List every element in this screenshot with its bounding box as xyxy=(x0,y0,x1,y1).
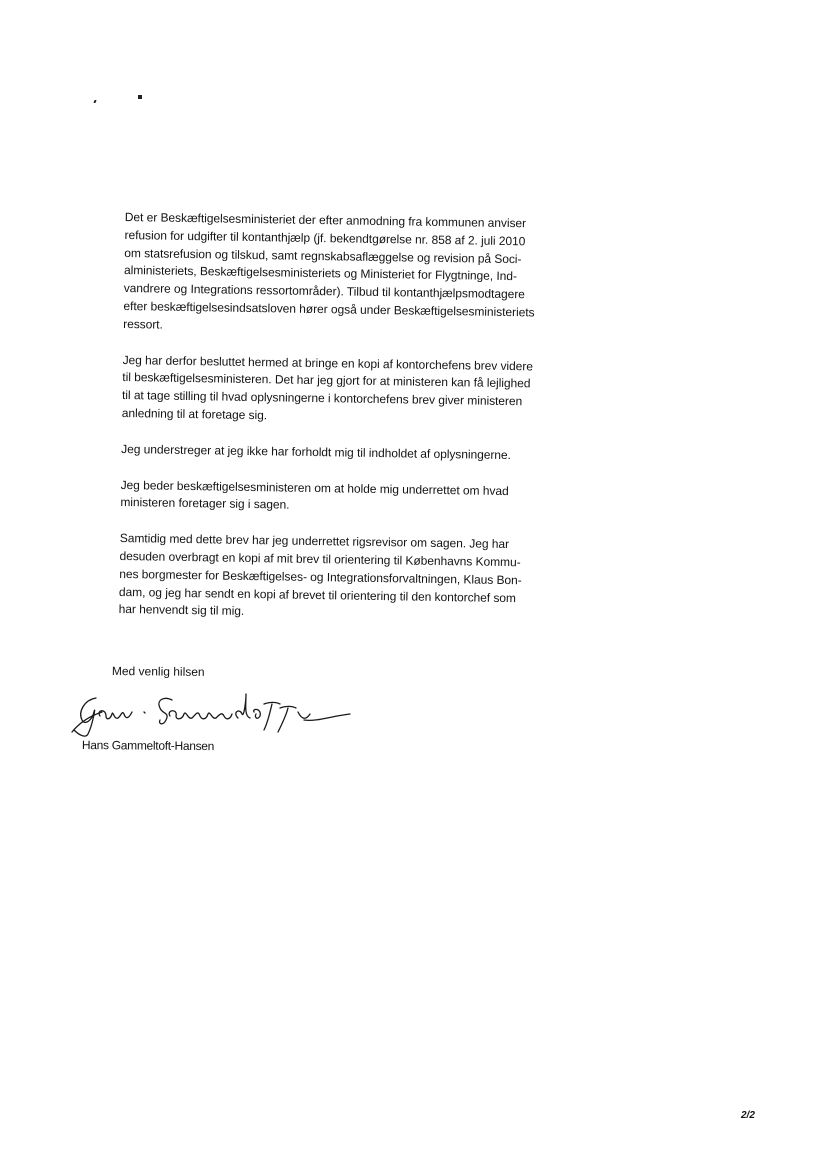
paragraph-emphasis xyxy=(121,441,591,466)
text-line: dam, og jeg har sendt en kopi af brevet til orientering til den kontorchef som xyxy=(118,584,517,605)
letter-body xyxy=(118,209,595,644)
page-number: 2/2 xyxy=(741,1110,755,1121)
paragraph-request xyxy=(120,477,591,520)
text-line: Samtidig med dette brev har jeg underrettet rigsrevisor om sagen. Jeg har xyxy=(119,531,510,552)
text-line: refusion for udgifter til kontanthjælp (jf. bekendtgørelse nr. 858 af 2. juli 2010 xyxy=(124,227,526,249)
text-line: ministeren foretager sig i sagen. xyxy=(120,495,290,512)
text-line: anledning til at foretage sig. xyxy=(121,405,268,423)
text-line: efter beskæftigelsesindsatsloven hører også under Beskæftigelsesministeriets xyxy=(123,298,535,320)
text-line: om statsrefusion og tilskud, samt regnskabsaflæggelse og revision på Soci- xyxy=(124,245,522,266)
text-line: Jeg har derfor besluttet hermed at bringe en kopi af kontorchefens brev videre xyxy=(122,352,534,374)
text-line: har henvendt sig til mig. xyxy=(118,602,245,619)
text-line: til beskæftigelsesministeren. Det har jeg gjort for at ministeren kan få lejlighed xyxy=(122,370,531,391)
paragraph-refusion xyxy=(123,209,595,341)
text-line: desuden overbragt en kopi af mit brev til orientering til Københavns Kommu- xyxy=(119,548,521,570)
text-line: til at tage stilling til hvad oplysningerne i kontorchefens brev giver ministeren xyxy=(121,388,523,409)
text-line: vandrere og Integrations ressortområder). Tilbud til kontanthjælpsmodtagere xyxy=(123,281,525,302)
text-line: ressort. xyxy=(123,316,163,332)
text-line: alministeriets, Beskæftigelsesministeriets og Ministeriet for Flygtninge, Ind- xyxy=(123,263,518,284)
text-line: Det er Beskæftigelsesministeriet der efter anmodning fra kommunen anviser xyxy=(124,209,527,231)
paragraph-notification xyxy=(119,530,590,626)
paragraph-decision xyxy=(122,352,593,431)
handwritten-signature xyxy=(66,690,356,742)
text-line: nes borgmester for Beskæftigelses- og Integrationsforvaltningen, Klaus Bon- xyxy=(119,566,522,588)
text-line: Jeg beder beskæftigelsesministeren om at holde mig underrettet om hvad xyxy=(120,477,509,498)
scan-artifact-mark xyxy=(93,100,96,103)
signer-name: Hans Gammeltoft-Hansen xyxy=(81,738,215,754)
scan-artifact-dot xyxy=(138,95,142,99)
closing-salutation: Med venlig hilsen xyxy=(111,664,205,679)
text-line: Jeg understreger at jeg ikke har forholdt mig til indholdet af oplysningerne. xyxy=(121,441,512,462)
